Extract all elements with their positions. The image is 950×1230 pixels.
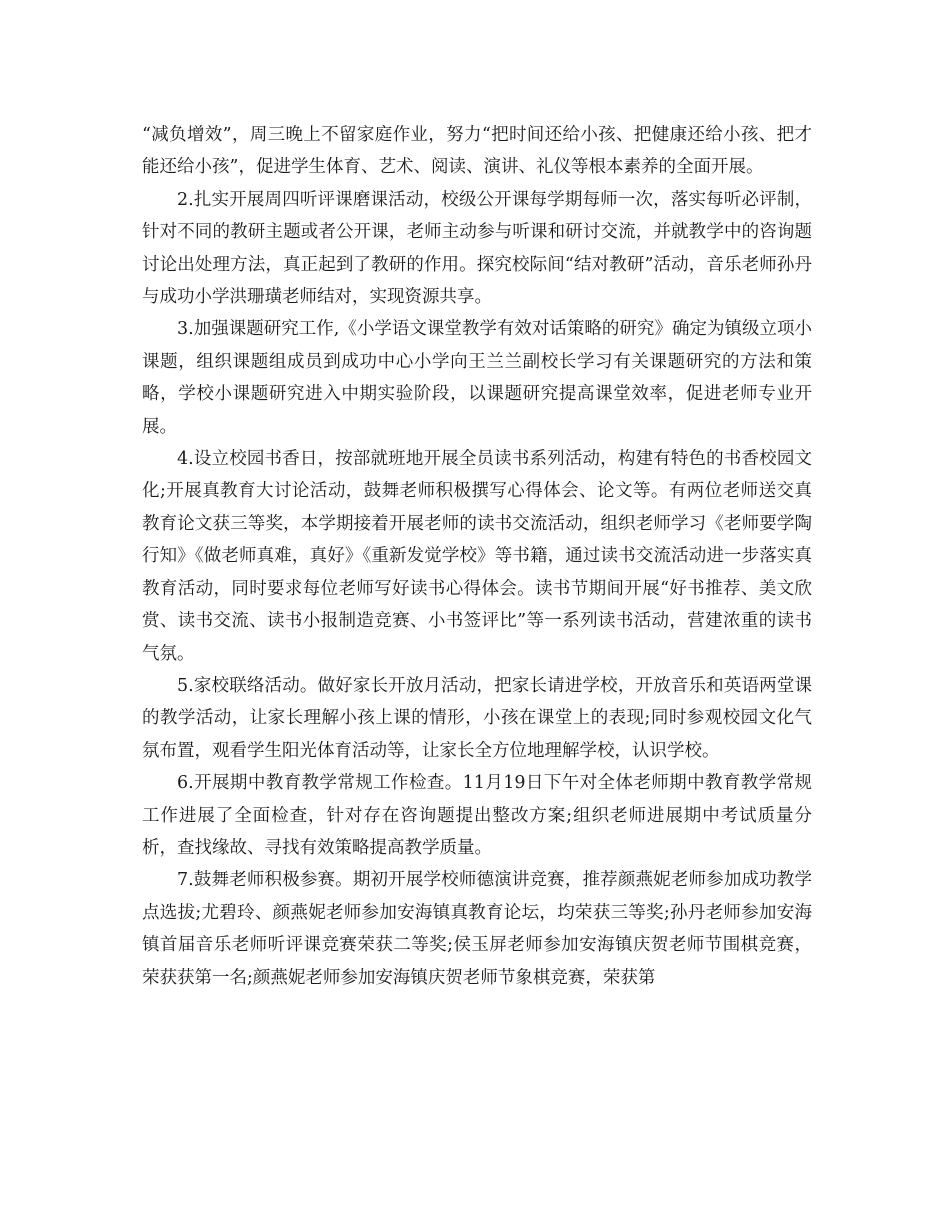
paragraph-6: 6.开展期中教育教学常规工作检查。11月19日下午对全体老师期中教育教学常规工作进展了全面检查，针对存在咨询题提出整改方案;组织老师进展期中考试质量分析，查找缘故、寻找有效策略提高教学质量。: [142, 773, 812, 858]
paragraph-1: “减负增效”，周三晚上不留家庭作业，努力“把时间还给小孩、把健康还给小孩、把才能还给小孩”，促进学生体育、艺术、阅读、演讲、礼仪等根本素养的全面开展。: [142, 125, 812, 178]
paragraph-2: 2.扎实开展周四听评课磨课活动，校级公开课每学期每师一次，落实每听必评制，针对不同的教研主题或者公开课，老师主动参与听课和研讨交流，并就教学中的咨询题讨论出处理方法，真正起到了教研的作用。探究校际间“结对教研”活动，音乐老师孙丹与成功小学洪珊璜老师结对，实现资源共享。: [142, 189, 812, 308]
paragraph-4: 4.设立校园书香日，按部就班地开展全员读书系列活动，构建有特色的书香校园文化;开展真教育大讨论活动，鼓舞老师积极撰写心得体会、论文等。有两位老师送交真教育论文获三等奖，本学期接着开展老师的读书交流活动，组织老师学习《老师要学陶行知》《做老师真难，真好》《重新发觉学校》等书籍，通过读书交流活动进一步落实真教育活动，同时要求每位老师写好读书心得体会。读书节期间开展“好书推荐、美文欣赏、读书交流、读书小报制造竞赛、小书签评比”等一系列读书活动，营建浓重的读书气氛。: [142, 449, 812, 664]
paragraph-3: 3.加强课题研究工作,《小学语文课堂教学有效对话策略的研究》确定为镇级立项小课题，组织课题组成员到成功中心小学向王兰兰副校长学习有关课题研究的方法和策略，学校小课题研究进入中期实验阶段，以课题研究提高课堂效率，促进老师专业开展。: [142, 319, 812, 437]
paragraph-7: 7.鼓舞老师积极参赛。期初开展学校师德演讲竞赛，推荐颜燕妮老师参加成功教学点选拔;尤碧玲、颜燕妮老师参加安海镇真教育论坛，均荣获三等奖;孙丹老师参加安海镇首届音乐老师听评课竞赛荣获二等奖;侯玉屏老师参加安海镇庆贺老师节围棋竞赛，荣获获第一名;颜燕妮老师参加安海镇庆贺老师节象棋竞赛，荣获第: [142, 870, 812, 988]
document-body: [142, 119, 812, 994]
paragraph-5: 5.家校联络活动。做好家长开放月活动，把家长请进学校，开放音乐和英语两堂课的教学活动，让家长理解小孩上课的情形，小孩在课堂上的表现;同时参观校园文化气氛布置，观看学生阳光体育活动等，让家长全方位地理解学校，认识学校。: [142, 675, 812, 761]
